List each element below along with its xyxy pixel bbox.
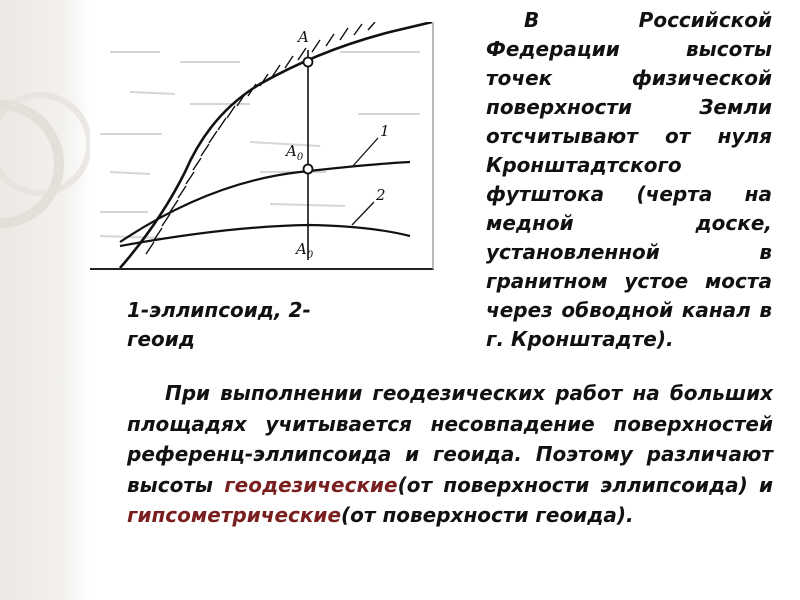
right-text-opening: В Российской	[524, 8, 772, 32]
ellipsoid-geoid-figure	[90, 22, 434, 270]
heights-explanation-paragraph	[127, 378, 773, 531]
label-a0-prime: $A_0$	[296, 240, 314, 261]
leader-line-1	[352, 138, 378, 167]
paragraph-part-2: (от поверхности эллипсоида) и	[397, 472, 773, 497]
label-curve-2: 2	[376, 186, 386, 204]
right-text-body: Федерации высоты точек физической поверхности Земли отсчитывают от нуля Кронштадтского футштока (черта на медной доске, установленной в гранитном устое моста через обводной канал в г. Кронштадте).	[486, 37, 772, 351]
figure-drawing	[90, 22, 432, 268]
term-hypsometric: гипсометрические	[127, 503, 342, 527]
surface-hatching	[146, 22, 375, 254]
paragraph-part-1: При выполнении геодезических работ на больших площадях учитывается несовпадение поверхностей референц-эллипсоида и геоида. Поэтому различают высоты	[127, 381, 773, 497]
paragraph-part-3: (от поверхности геоида).	[341, 503, 634, 527]
leader-line-2	[352, 202, 374, 225]
caption-line-2: геоид	[127, 327, 195, 351]
caption-line-1: 1-эллипсоид, 2-	[127, 298, 311, 322]
point-a0-marker	[304, 165, 313, 174]
label-a0: $A_0$	[286, 142, 304, 163]
label-curve-1: 1	[380, 122, 390, 140]
decorative-side-strip	[0, 0, 92, 600]
figure-caption	[127, 296, 337, 354]
label-a: A	[298, 28, 309, 46]
ellipsoid-curve	[120, 162, 410, 242]
kronstadt-footstock-text	[486, 6, 772, 354]
geoid-curve	[120, 225, 410, 246]
term-geodetic: геодезические	[224, 472, 398, 497]
point-a-marker	[304, 58, 313, 67]
